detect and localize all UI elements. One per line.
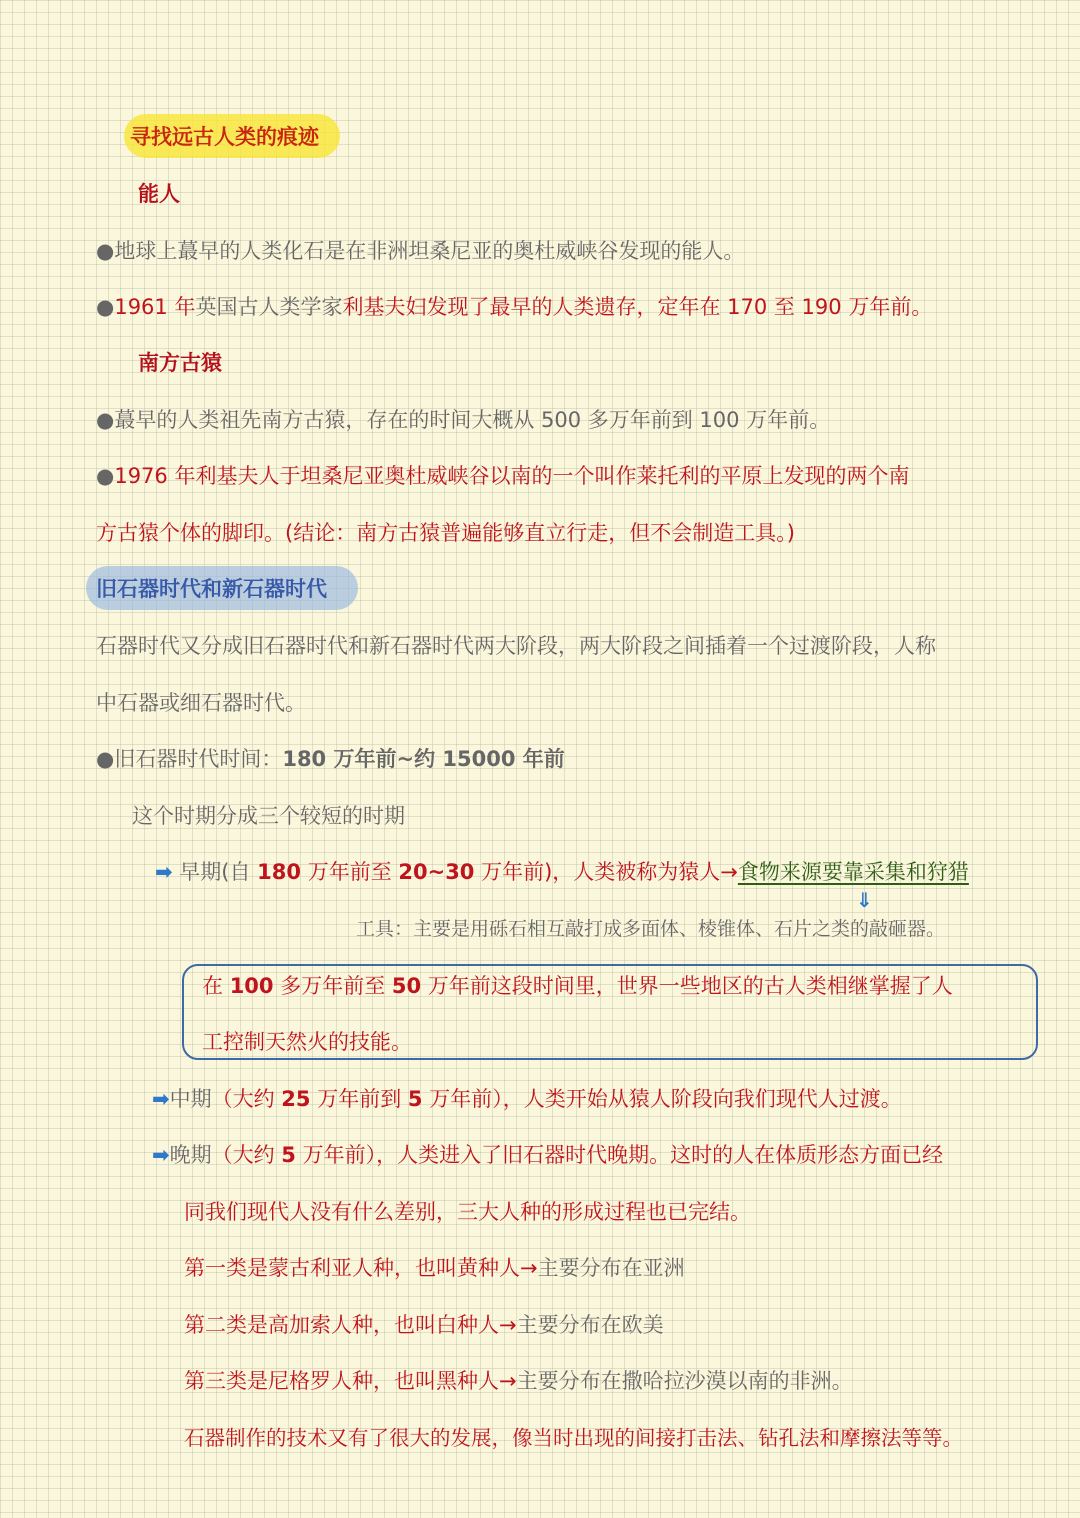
- early-period-text-1: 早期(自: [179, 860, 258, 884]
- middle-period-line: [152, 1084, 902, 1114]
- race-caucasoid-name: 第二类是高加索人种，也叫白种人→: [184, 1313, 517, 1337]
- middle-period-text-2: 万年前到: [310, 1087, 408, 1111]
- nanfang-bullet-1: [96, 405, 830, 435]
- heading-nengren: 能人: [138, 182, 180, 206]
- stone-age-intro-line-1: 石器时代又分成旧石器时代和新石器时代两大阶段，两大阶段之间插着一个过渡阶段，人称: [96, 634, 936, 658]
- late-period-line-2: 同我们现代人没有什么差别，三大人种的形成过程也已完结。: [184, 1200, 751, 1224]
- nengren-bullet-2-scientist: 英国古人类学家: [195, 295, 343, 319]
- section-title-ancient-humans: 寻找远古人类的痕迹: [130, 125, 319, 149]
- fire-number-1: 100: [229, 974, 274, 998]
- nengren-bullet-2-discovery: 利基夫妇发现了最早的人类遗存，定年在 170 至 190 万年前。: [342, 295, 933, 319]
- late-period-line-1: [152, 1140, 943, 1170]
- late-period-label: 晚期: [169, 1143, 212, 1167]
- early-period-food-source: 食物来源要靠采集和狩猎: [737, 860, 969, 884]
- fire-control-line-2: 工控制天然火的技能。: [202, 1030, 412, 1054]
- nengren-bullet-1-text: 地球上蕞早的人类化石是在非洲坦桑尼亚的奥杜威峡谷发现的能人。: [114, 239, 745, 263]
- section-title-stone-age: 旧石器时代和新石器时代: [96, 577, 327, 601]
- early-period-number-1: 180: [257, 860, 302, 884]
- old-stone-age-time-range: 180 万年前~约 15000 年前: [282, 747, 565, 771]
- early-period-line: [155, 857, 969, 887]
- bullet-dot: ●: [96, 295, 115, 319]
- late-period-text-1: （大约: [211, 1143, 282, 1167]
- middle-period-text-3: 万年前），人类开始从猿人阶段向我们现代人过渡。: [422, 1087, 902, 1111]
- nengren-bullet-1: [96, 236, 744, 266]
- bullet-dot: ●: [96, 239, 115, 263]
- race-negroid-region: 主要分布在撒哈拉沙漠以南的非洲。: [516, 1369, 853, 1393]
- middle-period-number-1: 25: [281, 1087, 311, 1111]
- race-mongoloid-name: 第一类是蒙古利亚人种，也叫黄种人→: [184, 1256, 538, 1280]
- nengren-bullet-2: [96, 292, 932, 322]
- early-period-text-3: 万年前)，人类被称为猿人→: [474, 860, 738, 884]
- race-caucasoid: [184, 1310, 664, 1340]
- periods-intro: 这个时期分成三个较短的时期: [132, 804, 405, 828]
- race-mongoloid-region: 主要分布在亚洲: [537, 1256, 685, 1280]
- fire-text-1: 在: [202, 974, 230, 998]
- stone-age-intro-line-2: 中石器或细石器时代。: [96, 691, 306, 715]
- fire-number-2: 50: [391, 974, 422, 998]
- late-period-number-1: 5: [281, 1143, 296, 1167]
- middle-period-number-2: 5: [407, 1087, 423, 1111]
- early-period-number-2: 20~30: [398, 860, 475, 884]
- heading-nanfang-guyuan: 南方古猿: [138, 351, 222, 375]
- race-negroid: [184, 1366, 853, 1396]
- middle-period-text-1: （大约: [211, 1087, 282, 1111]
- bullet-dot: ●: [96, 464, 115, 488]
- nengren-bullet-2-year: 1961 年: [114, 295, 196, 319]
- middle-period-label: 中期: [169, 1087, 212, 1111]
- stone-tool-techniques: 石器制作的技术又有了很大的发展，像当时出现的间接打击法、钻孔法和摩擦法等等。: [184, 1426, 963, 1450]
- race-caucasoid-region: 主要分布在欧美: [516, 1313, 664, 1337]
- race-negroid-name: 第三类是尼格罗人种，也叫黑种人→: [184, 1369, 517, 1393]
- fire-control-line-1: [202, 971, 953, 1001]
- race-mongoloid: [184, 1253, 685, 1283]
- early-period-tools: 工具：主要是用砾石相互敲打成多面体、棱锥体、石片之类的敲砸器。: [356, 918, 946, 940]
- nanfang-bullet-2-text-1: 1976 年利基夫人于坦桑尼亚奥杜威峡谷以南的一个叫作莱托利的平原上发现的两个南: [114, 464, 910, 488]
- old-stone-age-time-label: 旧石器时代时间：: [114, 747, 283, 771]
- arrow-right-icon: ➡: [152, 1087, 170, 1111]
- arrow-down-icon: ⇓: [856, 888, 873, 912]
- early-period-text-2: 万年前至: [301, 860, 399, 884]
- bullet-dot: ●: [96, 747, 115, 771]
- nanfang-bullet-2-line-1: [96, 461, 909, 491]
- bullet-dot: ●: [96, 408, 115, 432]
- old-stone-age-time: [96, 744, 565, 774]
- nanfang-bullet-2-line-2: 方古猿个体的脚印。(结论：南方古猿普遍能够直立行走，但不会制造工具。): [96, 521, 795, 545]
- fire-text-3: 万年前这段时间里，世界一些地区的古人类相继掌握了人: [421, 974, 953, 998]
- arrow-right-icon: ➡: [155, 860, 173, 884]
- arrow-right-icon: ➡: [152, 1143, 170, 1167]
- fire-text-2: 多万年前至: [273, 974, 392, 998]
- nanfang-bullet-1-text: 蕞早的人类祖先南方古猿，存在的时间大概从 500 多万年前到 100 万年前。: [114, 408, 831, 432]
- late-period-text-2: 万年前），人类进入了旧石器时代晚期。这时的人在体质形态方面已经: [295, 1143, 944, 1167]
